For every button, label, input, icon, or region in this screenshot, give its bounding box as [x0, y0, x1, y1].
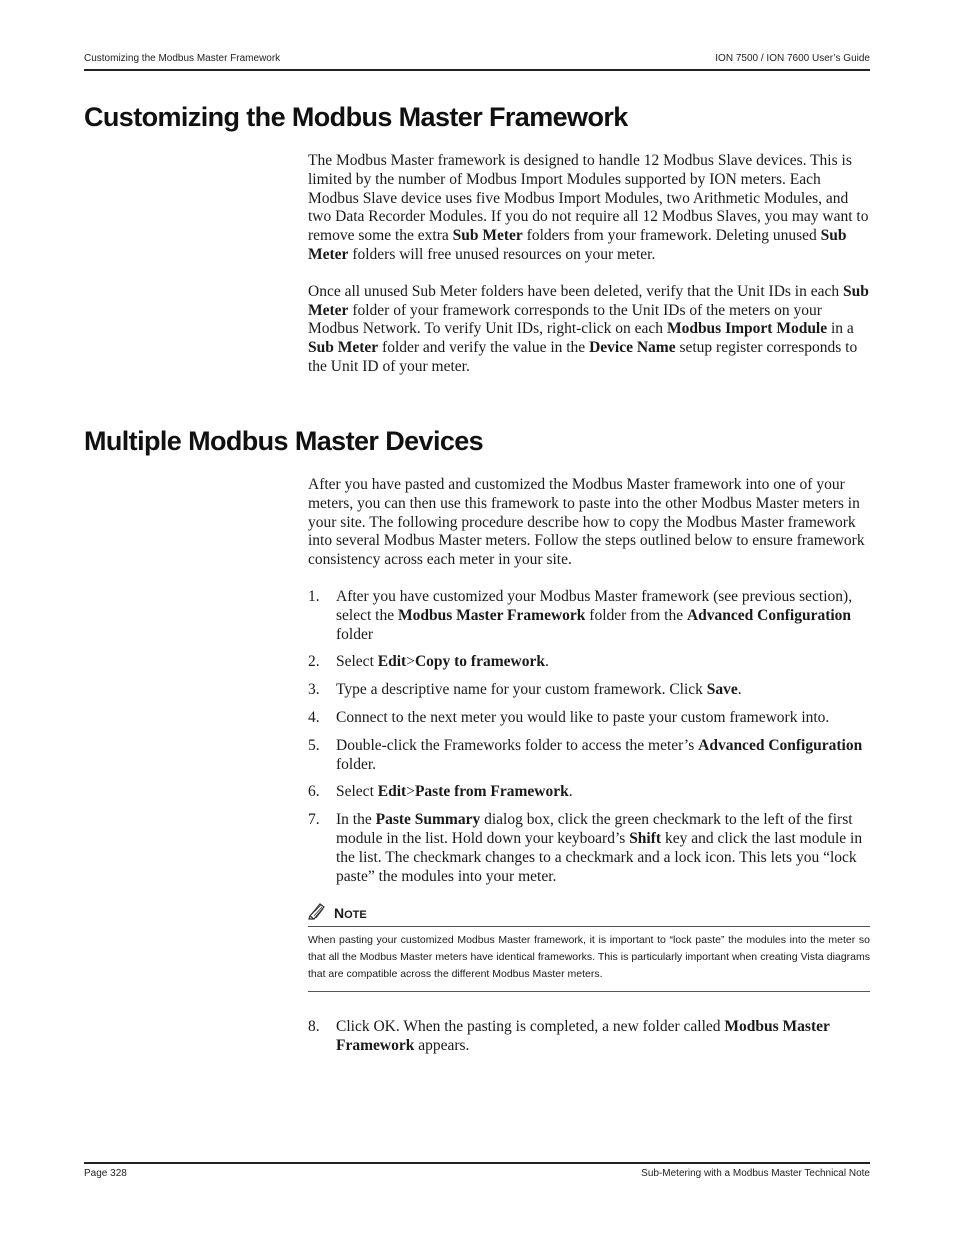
- section-heading-customizing: Customizing the Modbus Master Framework: [84, 102, 628, 132]
- note-callout: [308, 902, 870, 992]
- running-header-guide: ION 7500 / ION 7600 User’s Guide: [715, 53, 870, 64]
- paragraph-framework-limits: The Modbus Master framework is designed to handle 12 Modbus Slave devices. This is limited by the number of Modbus Import Modules supported by ION meters. Each Modbus Slave device uses five Modbus Import Modules, two Arithmetic Modules, and two Data Recorder Modules. If you do not require all 12 Modbus Slaves, you may want to remove some the extra Sub Meter folders from your framework. Deleting unused Sub Meter folders will free unused resources on your meter.: [308, 152, 869, 263]
- procedure-steps: [308, 588, 870, 886]
- note-text: When pasting your customized Modbus Master framework, it is important to “lock paste” the modules into the meter so that all the Modbus Master meters have identical frameworks. This is particularly important when creating Vista diagrams that are compatible across the different Modbus Master meters.: [308, 927, 870, 992]
- procedure-steps-continued: [308, 1018, 870, 1056]
- list-item: 5. Double-click the Frameworks folder to access the meter’s Advanced Configuration folder.: [308, 736, 863, 773]
- section-heading-multiple-devices: Multiple Modbus Master Devices: [84, 426, 484, 456]
- paragraph-verify-unit-ids: Once all unused Sub Meter folders have been deleted, verify that the Unit IDs in each Sub Meter folder of your framework corresponds to the Unit IDs of the meters on your Modbus Network. To verify Unit IDs, right-click on each Modbus Import Module in a Sub Meter folder and verify the value in the Device Name setup register corresponds to the Unit ID of your meter.: [308, 282, 869, 375]
- running-header-title: Customizing the Modbus Master Framework: [84, 53, 281, 64]
- list-item: 8. Click OK. When the pasting is completed, a new folder called Modbus Master Framework appears.: [308, 1018, 830, 1054]
- footer-doc-title: Sub-Metering with a Modbus Master Technical Note: [641, 1168, 870, 1179]
- note-pencil-icon: [308, 902, 330, 923]
- list-item: 6. Select Edit>Paste from Framework.: [308, 783, 573, 801]
- paragraph-intro: After you have pasted and customized the Modbus Master framework into one of your meters, you can then use this framework to paste into the other Modbus Master meters in your site. The following procedure describe how to copy the Modbus Master framework into several Modbus Master meters. Follow the steps outlined below to ensure framework consistency across each meter in your site.: [308, 476, 865, 569]
- page-number: Page 328: [84, 1168, 127, 1179]
- list-item: 4. Connect to the next meter you would like to paste your custom framework into.: [308, 708, 830, 726]
- header-divider: [84, 69, 870, 71]
- list-item: 3. Type a descriptive name for your custom framework. Click Save.: [308, 681, 742, 699]
- section-customizing-body: [308, 152, 870, 377]
- footer-divider: [84, 1162, 870, 1164]
- note-heading: NOTE: [308, 902, 870, 927]
- list-item: 2. Select Edit>Copy to framework.: [308, 653, 549, 671]
- section-multiple-body: [308, 476, 870, 895]
- list-item: 1. After you have customized your Modbus Master framework (see previous section), select the Modbus Master Framework folder from the Advanced Configuration folder: [308, 587, 853, 643]
- section-multiple-step8: [308, 1018, 870, 1065]
- list-item: 7. In the Paste Summary dialog box, click the green checkmark to the left of the first module in the list. Hold down your keyboard’s Shift key and click the last module in the list. The checkmark changes to a checkmark and a lock icon. This lets you “lock paste” the modules into your meter.: [308, 811, 863, 885]
